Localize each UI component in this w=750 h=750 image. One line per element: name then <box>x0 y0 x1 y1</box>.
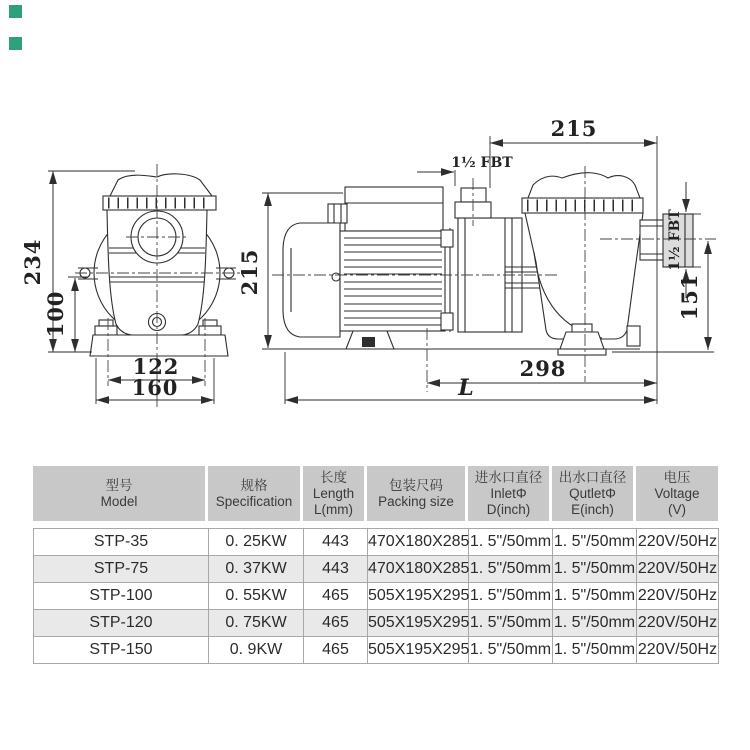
header-en: Length <box>312 485 355 501</box>
spec-table <box>33 466 718 664</box>
col-header-outlet <box>552 466 633 521</box>
cell-voltage: 220V/50Hz <box>637 529 719 556</box>
col-header-inlet <box>468 466 549 521</box>
cell-voltage: 220V/50Hz <box>637 556 719 583</box>
header-sub: D(inch) <box>486 501 531 517</box>
header-en: InletΦ <box>490 485 527 501</box>
table-row-stp-120 <box>34 610 719 637</box>
cell-inlet: 1. 5"/50mm <box>469 529 553 556</box>
cell-outlet: 1. 5"/50mm <box>553 583 637 610</box>
cell-outlet: 1. 5"/50mm <box>553 556 637 583</box>
dim-label-base-width: 160 <box>131 375 179 400</box>
cell-model: STP-120 <box>34 610 209 637</box>
cell-spec: 0. 37KW <box>209 556 304 583</box>
header-sub: E(inch) <box>571 501 614 517</box>
pot-foot <box>560 332 604 349</box>
header-zh: 型号 <box>105 477 133 493</box>
table-row-stp-150 <box>34 637 719 664</box>
cell-packing: 505X195X295 <box>368 583 469 610</box>
front-view-drawing <box>20 164 240 408</box>
terminal-box <box>345 187 443 231</box>
motor-body <box>340 231 445 331</box>
cell-inlet: 1. 5"/50mm <box>469 583 553 610</box>
lock-ring <box>103 196 216 210</box>
header-en: QutletΦ <box>569 485 616 501</box>
cell-spec: 0. 55KW <box>209 583 304 610</box>
cell-spec: 0. 75KW <box>209 610 304 637</box>
cell-inlet: 1. 5"/50mm <box>469 556 553 583</box>
cell-outlet: 1. 5"/50mm <box>553 637 637 664</box>
dim-label-top-port: 1½ FBT <box>451 155 513 171</box>
lock-ring-side <box>522 198 643 213</box>
cell-outlet: 1. 5"/50mm <box>553 610 637 637</box>
header-en: Voltage <box>654 485 700 501</box>
cell-length: 443 <box>304 529 368 556</box>
outlet-port-top <box>461 188 486 202</box>
cell-length: 443 <box>304 556 368 583</box>
foot-left <box>95 326 117 335</box>
table-row-stp-100 <box>34 583 719 610</box>
cell-spec: 0. 9KW <box>209 637 304 664</box>
dim-label-top-width: 215 <box>550 116 598 141</box>
cell-model: STP-100 <box>34 583 209 610</box>
header-sub: L(mm) <box>314 501 353 517</box>
header-en: Model <box>100 493 138 509</box>
strainer-pot <box>525 213 643 339</box>
col-header-packing-size <box>367 466 465 521</box>
col-header-model <box>33 466 205 521</box>
dim-label-bolt-span: 122 <box>132 354 180 379</box>
cell-inlet: 1. 5"/50mm <box>469 637 553 664</box>
cell-length: 465 <box>304 610 368 637</box>
header-sub: (V) <box>668 501 686 517</box>
col-header-length <box>303 466 364 521</box>
strainer-lid <box>110 174 212 196</box>
dim-label-height: 215 <box>237 248 262 296</box>
side-view-drawing <box>237 116 716 404</box>
dim-label-height-axis: 100 <box>43 290 68 338</box>
cell-packing: 470X180X285 <box>368 556 469 583</box>
cell-model: STP-35 <box>34 529 209 556</box>
spec-table-header <box>33 466 718 521</box>
cell-voltage: 220V/50Hz <box>637 610 719 637</box>
header-zh: 规格 <box>240 477 268 493</box>
header-en: Packing size <box>378 493 454 509</box>
col-header-specification <box>208 466 300 521</box>
cell-model: STP-75 <box>34 556 209 583</box>
cell-inlet: 1. 5"/50mm <box>469 610 553 637</box>
cell-spec: 0. 25KW <box>209 529 304 556</box>
cell-length: 465 <box>304 583 368 610</box>
base-pedestal <box>90 335 228 356</box>
cell-packing: 505X195X295 <box>368 637 469 664</box>
cable-gland <box>328 204 347 223</box>
strainer-lid-side <box>528 173 640 198</box>
dim-label-total-length: L <box>458 375 474 401</box>
table-row-stp-75 <box>34 556 719 583</box>
header-zh: 包装尺码 <box>389 477 443 493</box>
dim-label-pump-length: 298 <box>519 356 567 381</box>
cell-voltage: 220V/50Hz <box>637 583 719 610</box>
cell-length: 465 <box>304 637 368 664</box>
spec-table-body <box>33 528 719 664</box>
cell-voltage: 220V/50Hz <box>637 637 719 664</box>
dim-label-side-port: 1½ FBT <box>667 209 683 271</box>
header-zh: 电压 <box>663 469 691 485</box>
col-header-voltage <box>636 466 718 521</box>
header-zh: 长度 <box>320 469 347 485</box>
header-en: Specification <box>215 493 293 509</box>
cell-packing: 470X180X285 <box>368 529 469 556</box>
dim-label-port-height: 151 <box>677 273 702 321</box>
header-zh: 出水口直径 <box>558 469 627 485</box>
dim-label-height-total: 234 <box>20 238 45 286</box>
cell-model: STP-150 <box>34 637 209 664</box>
foot-right <box>199 326 221 335</box>
cell-packing: 505X195X295 <box>368 610 469 637</box>
motor-bolt <box>332 273 340 281</box>
cell-outlet: 1. 5"/50mm <box>553 529 637 556</box>
header-zh: 进水口直径 <box>474 469 543 485</box>
table-row-stp-35 <box>34 529 719 556</box>
